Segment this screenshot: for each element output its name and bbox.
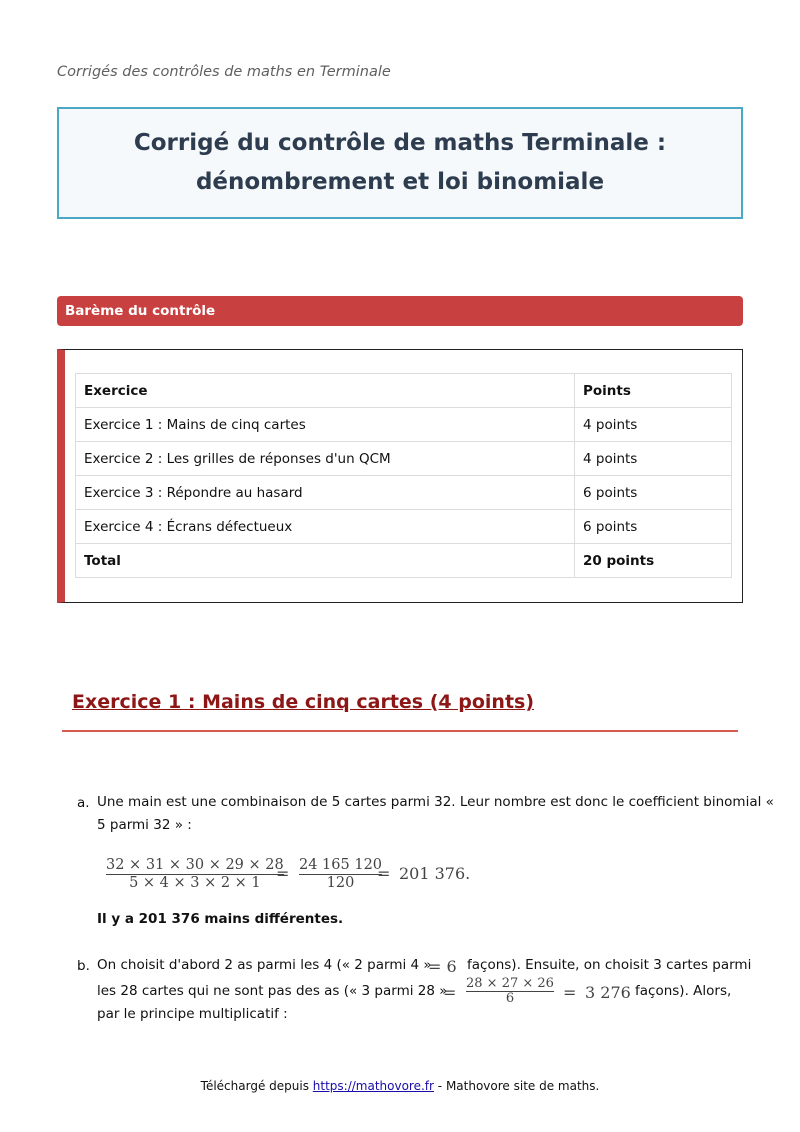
fraction-numerator: 32 × 31 × 30 × 29 × 28 <box>106 857 284 873</box>
column-header-points: Points <box>575 374 732 408</box>
table-total-row <box>76 544 732 578</box>
footer-link[interactable]: https://mathovore.fr <box>312 1079 434 1093</box>
page-title-line-1: Corrigé du contrôle de maths Terminale : <box>133 130 667 156</box>
exercise-cell: Exercice 1 : Mains de cinq cartes <box>76 408 575 442</box>
points-cell: 4 points <box>575 408 732 442</box>
fraction-computed <box>299 857 382 892</box>
points-cell: 4 points <box>575 442 732 476</box>
exercise-title-divider <box>62 730 738 732</box>
fraction-binomial-5-32 <box>106 857 284 892</box>
formula-result: 201 376. <box>399 864 471 883</box>
equals-sign: = <box>563 983 577 1002</box>
page-title-box <box>57 107 743 219</box>
part-b-text-line-2a: les 28 cartes qui ne sont pas des as (« 3 parmi 28 » <box>97 983 448 999</box>
column-header-exercice: Exercice <box>76 374 575 408</box>
exercise-1-title: Exercice 1 : Mains de cinq cartes (4 points) <box>72 691 535 713</box>
fraction-numerator: 24 165 120 <box>299 857 383 873</box>
footer <box>0 1079 800 1093</box>
part-b-text-line-2b: façons). Alors, <box>635 983 732 999</box>
part-a-conclusion: Il y a 201 376 mains différentes. <box>97 911 344 927</box>
table-header-row <box>76 374 732 408</box>
bareme-table <box>75 373 732 578</box>
equals-sign: = <box>276 864 290 883</box>
table-row <box>76 408 732 442</box>
table-row <box>76 476 732 510</box>
table-row <box>76 442 732 476</box>
total-points-cell: 20 points <box>575 544 732 578</box>
list-marker-a: a. <box>77 795 90 811</box>
part-b-text-line-1b: façons). Ensuite, on choisit 3 cartes parmi <box>467 957 752 973</box>
bareme-heading: Barème du contrôle <box>57 296 743 326</box>
total-label-cell: Total <box>76 544 575 578</box>
math-result-3-parmi-28: 3 276 <box>585 983 631 1002</box>
fraction-binomial-3-28 <box>466 977 554 1006</box>
table-row <box>76 510 732 544</box>
exercise-cell: Exercice 2 : Les grilles de réponses d'un QCM <box>76 442 575 476</box>
points-cell: 6 points <box>575 510 732 544</box>
bareme-box <box>57 349 743 603</box>
part-b-text-line-1a: On choisit d'abord 2 as parmi les 4 (« 2 parmi 4 » <box>97 957 432 973</box>
part-a-text-line-2: 5 parmi 32 » : <box>97 817 192 833</box>
part-a-text-line-1: Une main est une combinaison de 5 cartes parmi 32. Leur nombre est donc le coefficient binomial « <box>97 794 774 810</box>
fraction-denominator: 120 <box>326 875 355 891</box>
math-result-2-parmi-4: = 6 <box>428 957 457 976</box>
equals-sign: = <box>443 983 457 1002</box>
part-b-text-line-3: par le principe multiplicatif : <box>97 1006 288 1022</box>
exercise-cell: Exercice 3 : Répondre au hasard <box>76 476 575 510</box>
breadcrumb: Corrigés des contrôles de maths en Terminale <box>57 64 391 80</box>
points-cell: 6 points <box>575 476 732 510</box>
footer-prefix: Téléchargé depuis <box>200 1079 309 1093</box>
equals-sign: = <box>377 864 391 883</box>
page-title-line-2: dénombrement et loi binomiale <box>195 169 605 195</box>
list-marker-b: b. <box>77 958 90 974</box>
fraction-denominator: 6 <box>505 991 515 1006</box>
fraction-numerator: 28 × 27 × 26 <box>466 976 554 991</box>
fraction-denominator: 5 × 4 × 3 × 2 × 1 <box>129 875 261 891</box>
exercise-cell: Exercice 4 : Écrans défectueux <box>76 510 575 544</box>
footer-suffix: - Mathovore site de maths. <box>437 1079 600 1093</box>
